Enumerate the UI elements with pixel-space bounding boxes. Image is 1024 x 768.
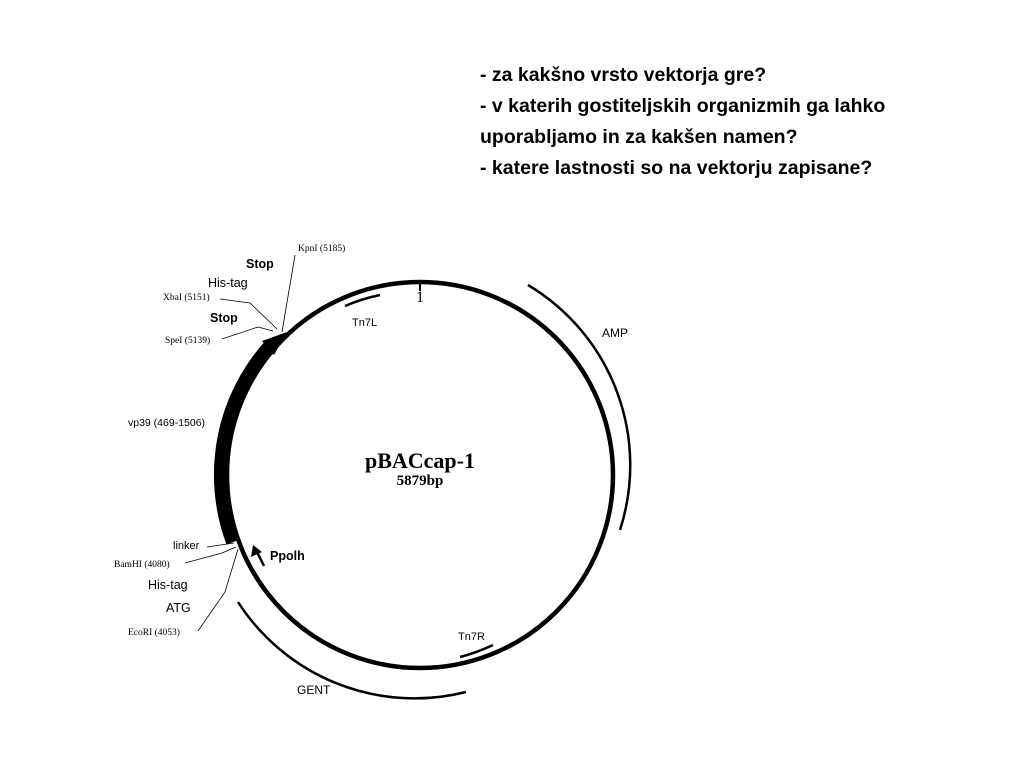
amp-label: AMP [602,326,629,340]
spei-site-label: SpeI (5139) [165,336,211,346]
stop-label-bottom: Stop [210,311,238,325]
gent-label: GENT [297,683,331,697]
gent-arc [238,602,466,698]
stop-label-top: Stop [246,257,274,271]
question-2-line-2: uporabljamo in za kakšen namen? [480,126,798,148]
linker-label: linker [173,540,200,552]
tn7r-label: Tn7R [458,631,485,643]
ppolh-arrow-shaft [257,552,264,566]
spei-leader-line [222,327,273,339]
plasmid-name: pBACcap-1 [364,448,476,473]
question-3: - katere lastnosti so na vektorju zapisane? [480,157,873,179]
vp39-label: vp39 (469-1506) [128,417,206,429]
tn7l-label: Tn7L [352,317,378,329]
plasmid-size: 5879bp [396,473,444,489]
ppolh-label: Ppolh [270,549,305,563]
amp-arc [528,285,630,530]
kpni-leader-line [282,255,295,332]
origin-label: 1 [416,289,424,306]
atg-label: ATG [166,601,191,615]
histag-label-bottom: His-tag [148,578,188,592]
histag-label-top: His-tag [208,276,248,290]
question-2-line-1: - v katerih gostiteljskih organizmih ga lahko [480,95,886,117]
bamhi-site-label: BamHI (4080) [114,560,170,570]
vp39-gene-arc [221,344,272,542]
xbai-site-label: XbaI (5151) [163,293,210,303]
ecori-site-label: EcoRI (4053) [128,628,180,638]
linker-leader-line [207,543,234,547]
question-1: - za kakšno vrsto vektorja gre? [480,64,767,86]
ppolh-arrowhead [251,545,262,557]
ecori-leader-line [198,549,238,631]
kpni-site-label: KpnI (5185) [298,244,346,254]
